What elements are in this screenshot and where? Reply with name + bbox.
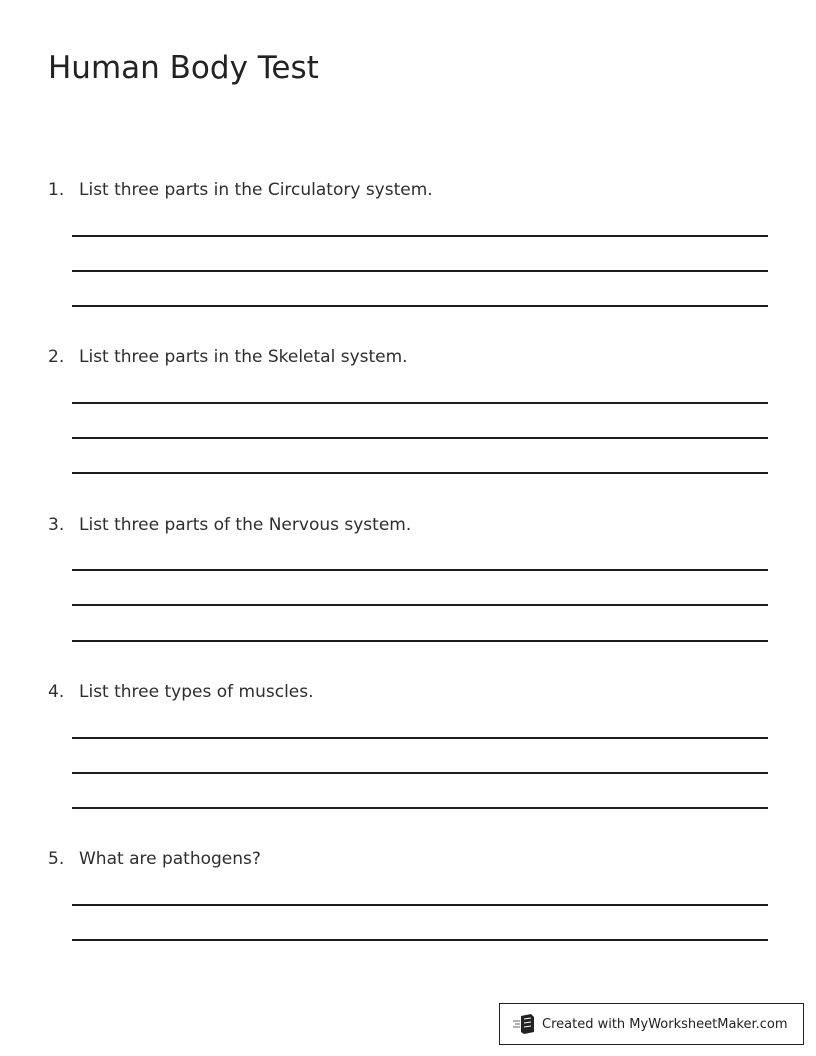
answer-line[interactable]	[72, 569, 768, 571]
question-text: List three parts of the Nervous system.	[79, 515, 412, 535]
answer-line[interactable]	[72, 604, 768, 606]
page-title: Human Body Test	[48, 50, 319, 86]
question-number: 2.	[48, 347, 65, 367]
answer-line[interactable]	[72, 904, 768, 906]
footer-badge	[499, 1003, 804, 1045]
question-number: 4.	[48, 682, 65, 702]
answer-line[interactable]	[72, 437, 768, 439]
question-number: 1.	[48, 180, 65, 200]
answer-line[interactable]	[72, 235, 768, 237]
question-text: List three parts in the Skeletal system.	[79, 347, 408, 367]
answer-line[interactable]	[72, 472, 768, 474]
footer-text: Created with MyWorksheetMaker.com	[542, 1016, 788, 1032]
question-2	[48, 345, 408, 369]
question-3	[48, 513, 411, 537]
answer-line[interactable]	[72, 807, 768, 809]
answer-line[interactable]	[72, 305, 768, 307]
answer-line[interactable]	[72, 772, 768, 774]
question-number: 5.	[48, 849, 65, 869]
question-4	[48, 680, 314, 704]
question-text: List three types of muscles.	[79, 682, 314, 702]
worksheet-logo-icon	[512, 1013, 536, 1035]
answer-line[interactable]	[72, 270, 768, 272]
answer-line[interactable]	[72, 939, 768, 941]
question-number: 3.	[48, 515, 65, 535]
question-5	[48, 847, 261, 871]
answer-line[interactable]	[72, 737, 768, 739]
answer-line[interactable]	[72, 640, 768, 642]
question-text: What are pathogens?	[79, 849, 261, 869]
answer-line[interactable]	[72, 402, 768, 404]
question-text: List three parts in the Circulatory system.	[79, 180, 433, 200]
question-1	[48, 178, 433, 202]
